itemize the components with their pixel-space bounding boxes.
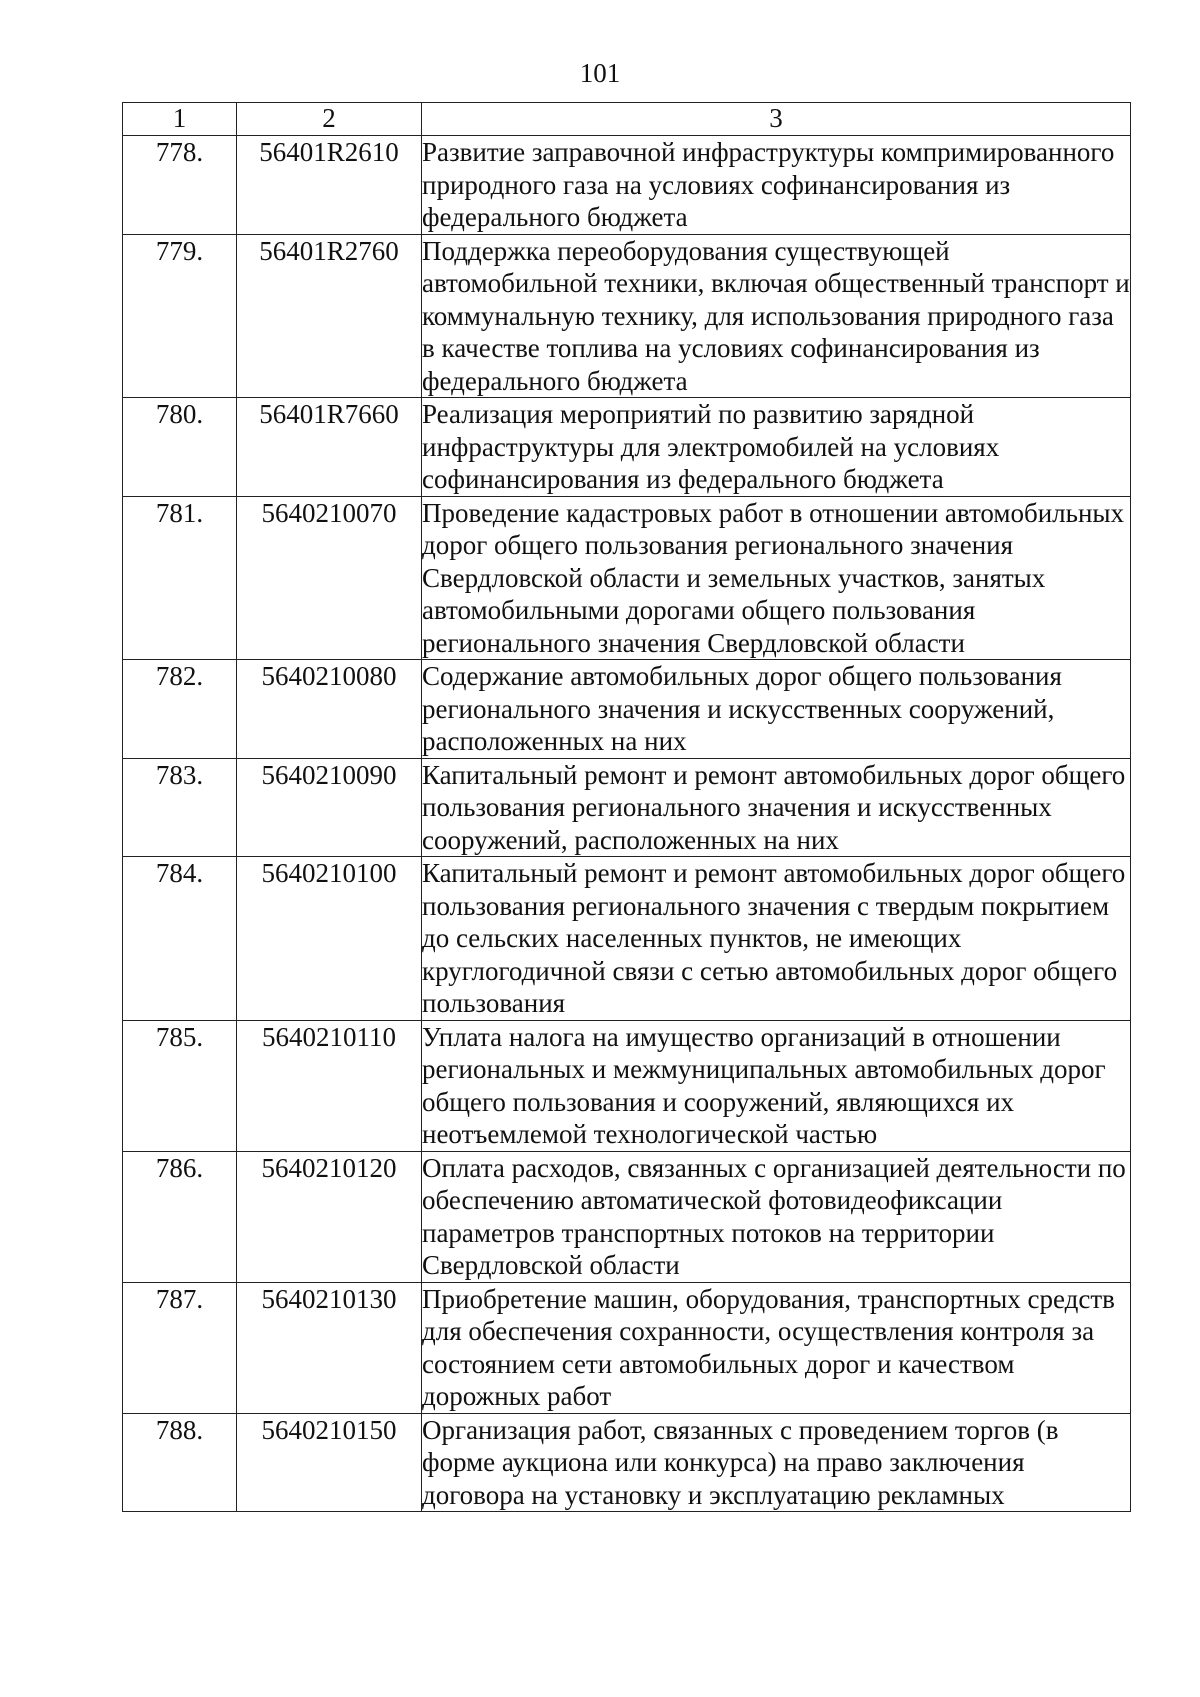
- row-code: 5640210090: [237, 758, 422, 857]
- table-row: [123, 234, 1131, 398]
- row-description: Развитие заправочной инфраструктуры компримированного природного газа на условиях софинансирования из федерального бюджета: [422, 136, 1131, 235]
- column-header-number: 1: [123, 103, 237, 136]
- column-header-description: 3: [422, 103, 1131, 136]
- table-header-row: [123, 103, 1131, 136]
- column-header-code: 2: [237, 103, 422, 136]
- row-number: 781.: [123, 496, 237, 660]
- row-code: 5640210070: [237, 496, 422, 660]
- row-code: 5640210100: [237, 857, 422, 1021]
- table-row: [123, 758, 1131, 857]
- table-row: [123, 1151, 1131, 1282]
- row-description: Оплата расходов, связанных с организацией деятельности по обеспечению автоматической фотовидеофиксации параметров транспортных потоков на территории Свердловской области: [422, 1151, 1131, 1282]
- table-row: [123, 496, 1131, 660]
- table-row: [123, 1413, 1131, 1512]
- row-number: 785.: [123, 1020, 237, 1151]
- row-description: Организация работ, связанных с проведением торгов (в форме аукциона или конкурса) на право заключения договора на установку и эксплуатацию рекламных: [422, 1413, 1131, 1512]
- row-number: 782.: [123, 660, 237, 759]
- table-row: [123, 136, 1131, 235]
- row-number: 780.: [123, 398, 237, 497]
- row-code: 56401R2760: [237, 234, 422, 398]
- row-description: Капитальный ремонт и ремонт автомобильных дорог общего пользования регионального значения и искусственных сооружений, расположенных на них: [422, 758, 1131, 857]
- row-description: Проведение кадастровых работ в отношении автомобильных дорог общего пользования регионального значения Свердловской области и земельных участков, занятых автомобильными дорогами общего пользования регионального значения Свердловской области: [422, 496, 1131, 660]
- row-description: Поддержка переоборудования существующей автомобильной техники, включая общественный транспорт и коммунальную технику, для использования природного газа в качестве топлива на условиях софинансирования из федерального бюджета: [422, 235, 1130, 396]
- page-number: 101: [579, 58, 621, 88]
- row-number: 778.: [123, 136, 237, 235]
- row-code: 5640210120: [237, 1151, 422, 1282]
- row-code: 56401R7660: [237, 398, 422, 497]
- table-row: [123, 660, 1131, 759]
- row-code: 5640210150: [237, 1413, 422, 1512]
- row-code: 5640210130: [237, 1282, 422, 1413]
- table-row: [123, 857, 1131, 1021]
- row-description: Содержание автомобильных дорог общего пользования регионального значения и искусственных сооружений, расположенных на них: [422, 660, 1131, 759]
- row-code: 5640210110: [237, 1020, 422, 1151]
- table-row: [123, 1282, 1131, 1413]
- row-description: Приобретение машин, оборудования, транспортных средств для обеспечения сохранности, осуществления контроля за состоянием сети автомобильных дорог и качеством дорожных работ: [422, 1282, 1131, 1413]
- row-number: 783.: [123, 758, 237, 857]
- row-number: 787.: [123, 1282, 237, 1413]
- row-code: 5640210080: [237, 660, 422, 759]
- table-row: [123, 1020, 1131, 1151]
- row-number: 784.: [123, 857, 237, 1021]
- expense-code-table: [122, 102, 1131, 1512]
- row-description: Капитальный ремонт и ремонт автомобильных дорог общего пользования регионального значения с твердым покрытием до сельских населенных пунктов, не имеющих круглогодичной связи с сетью автомобильных дорог общего пользования: [422, 857, 1131, 1021]
- row-description: Уплата налога на имущество организаций в отношении региональных и межмуниципальных автомобильных дорог общего пользования и сооружений, являющихся их неотъемлемой технологической частью: [422, 1020, 1131, 1151]
- table-row: [123, 398, 1131, 497]
- row-code: 56401R2610: [237, 136, 422, 235]
- row-number: 788.: [123, 1413, 237, 1512]
- row-description: Реализация мероприятий по развитию зарядной инфраструктуры для электромобилей на условиях софинансирования из федерального бюджета: [422, 398, 1131, 497]
- row-number: 779.: [123, 234, 237, 398]
- row-number: 786.: [123, 1151, 237, 1282]
